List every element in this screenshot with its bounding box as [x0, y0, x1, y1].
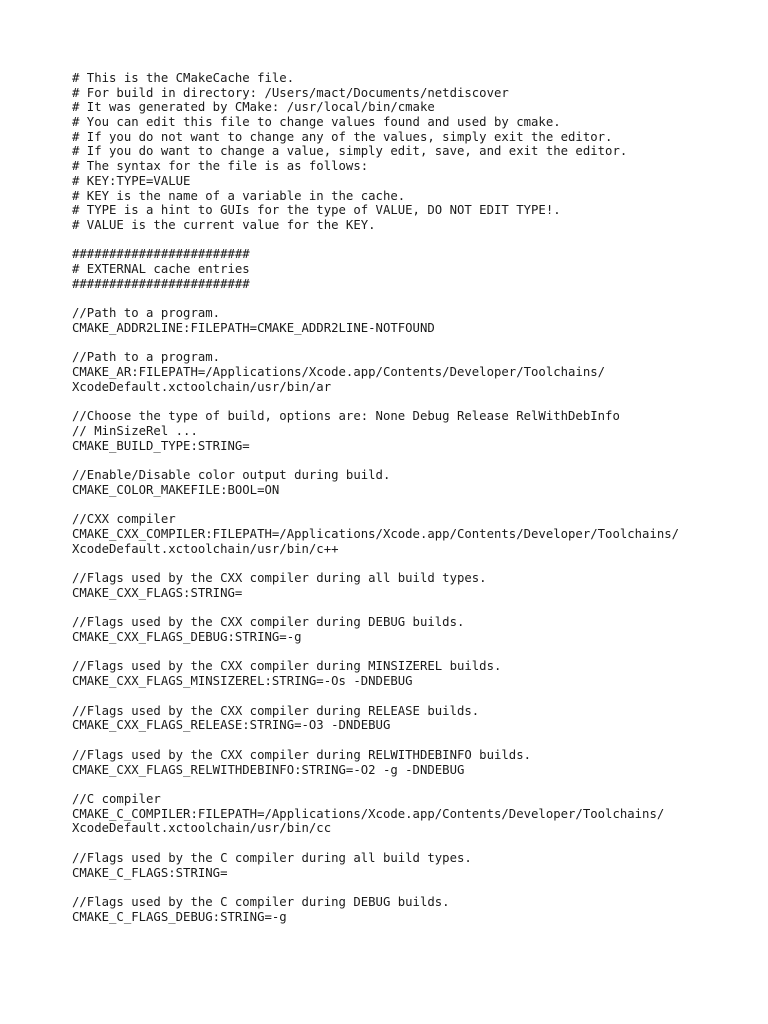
- text-line: # You can edit this file to change values found and used by cmake.: [72, 115, 561, 130]
- text-line: CMAKE_CXX_FLAGS_DEBUG:STRING=-g: [72, 630, 302, 644]
- section-banner-block: [72, 247, 752, 291]
- text-line: # EXTERNAL cache entries: [72, 262, 250, 277]
- text-line: CMAKE_C_FLAGS_DEBUG:STRING=-g: [72, 909, 287, 924]
- text-line: # VALUE is the current value for the KEY.: [72, 217, 376, 232]
- cache-entry-block: [72, 512, 752, 556]
- text-line: XcodeDefault.xctoolchain/usr/bin/ar: [72, 379, 332, 394]
- cache-entry-block: [72, 659, 752, 688]
- text-line: //Path to a program.: [72, 306, 221, 321]
- text-line: # KEY:TYPE=VALUE: [72, 173, 191, 188]
- text-line: //Choose the type of build, options are: None Debug Release RelWithDebInfo: [72, 409, 620, 424]
- text-line: CMAKE_CXX_FLAGS_RELEASE:STRING=-O3 -DNDEBUG: [72, 718, 391, 733]
- text-line: CMAKE_C_COMPILER:FILEPATH=/Applications/Xcode.app/Contents/Developer/Toolchains/: [72, 806, 665, 821]
- text-line: CMAKE_C_FLAGS:STRING=: [72, 865, 228, 880]
- text-line: XcodeDefault.xctoolchain/usr/bin/cc: [72, 821, 332, 836]
- cache-entry-block: [72, 792, 752, 836]
- text-line: # It was generated by CMake: /usr/local/bin/cmake: [72, 100, 435, 115]
- text-line: //Flags used by the CXX compiler during MINSIZEREL builds.: [72, 659, 502, 674]
- text-line: # The syntax for the file is as follows:: [72, 159, 369, 174]
- text-line: # If you do want to change a value, simply edit, save, and exit the editor.: [72, 144, 628, 159]
- text-line: //CXX compiler: [72, 512, 176, 527]
- text-line: CMAKE_CXX_FLAGS_RELWITHDEBINFO:STRING=-O2 -g -DNDEBUG: [72, 762, 465, 777]
- text-line: //Path to a program.: [72, 350, 221, 365]
- text-line: # This is the CMakeCache file.: [72, 71, 295, 85]
- cache-entry-block: [72, 468, 752, 497]
- text-line: # If you do not want to change any of the values, simply exit the editor.: [72, 129, 613, 144]
- text-line: CMAKE_COLOR_MAKEFILE:BOOL=ON: [72, 482, 280, 497]
- text-line: //Flags used by the C compiler during all build types.: [72, 850, 472, 865]
- text-line: //Enable/Disable color output during build.: [72, 468, 391, 483]
- cache-entry-block: [72, 748, 752, 777]
- header-comments-block: [72, 71, 752, 233]
- text-line: # TYPE is a hint to GUIs for the type of VALUE, DO NOT EDIT TYPE!.: [72, 203, 561, 218]
- text-line: ########################: [72, 276, 250, 291]
- cmakecache-document: [72, 71, 752, 939]
- text-line: XcodeDefault.xctoolchain/usr/bin/c++: [72, 541, 339, 556]
- text-line: CMAKE_ADDR2LINE:FILEPATH=CMAKE_ADDR2LINE-NOTFOUND: [72, 320, 435, 335]
- cache-entry-block: [72, 409, 752, 453]
- text-line: CMAKE_CXX_COMPILER:FILEPATH=/Applications/Xcode.app/Contents/Developer/Toolchains/: [72, 526, 680, 541]
- text-line: CMAKE_AR:FILEPATH=/Applications/Xcode.app/Contents/Developer/Toolchains/: [72, 365, 606, 380]
- text-line: CMAKE_CXX_FLAGS:STRING=: [72, 585, 243, 600]
- text-line: CMAKE_CXX_FLAGS_MINSIZEREL:STRING=-Os -DNDEBUG: [72, 674, 413, 689]
- cache-entry-block: [72, 851, 752, 880]
- cache-entry-block: [72, 704, 752, 733]
- cache-entry-block: [72, 895, 752, 924]
- text-line: //C compiler: [72, 792, 161, 806]
- text-line: // MinSizeRel ...: [72, 423, 198, 438]
- text-line: //Flags used by the CXX compiler during all build types.: [72, 571, 487, 586]
- cache-entry-block: [72, 615, 752, 644]
- cache-entry-block: [72, 571, 752, 600]
- text-line: //Flags used by the C compiler during DEBUG builds.: [72, 895, 450, 910]
- cache-entry-block: [72, 350, 752, 394]
- text-line: //Flags used by the CXX compiler during RELEASE builds.: [72, 703, 480, 718]
- text-line: # For build in directory: /Users/mact/Documents/netdiscover: [72, 85, 509, 100]
- text-line: CMAKE_BUILD_TYPE:STRING=: [72, 438, 250, 453]
- text-line: //Flags used by the CXX compiler during RELWITHDEBINFO builds.: [72, 747, 532, 762]
- text-line: ########################: [72, 247, 250, 262]
- cache-entry-block: [72, 306, 752, 335]
- text-line: //Flags used by the CXX compiler during DEBUG builds.: [72, 615, 465, 630]
- text-line: # KEY is the name of a variable in the cache.: [72, 188, 406, 203]
